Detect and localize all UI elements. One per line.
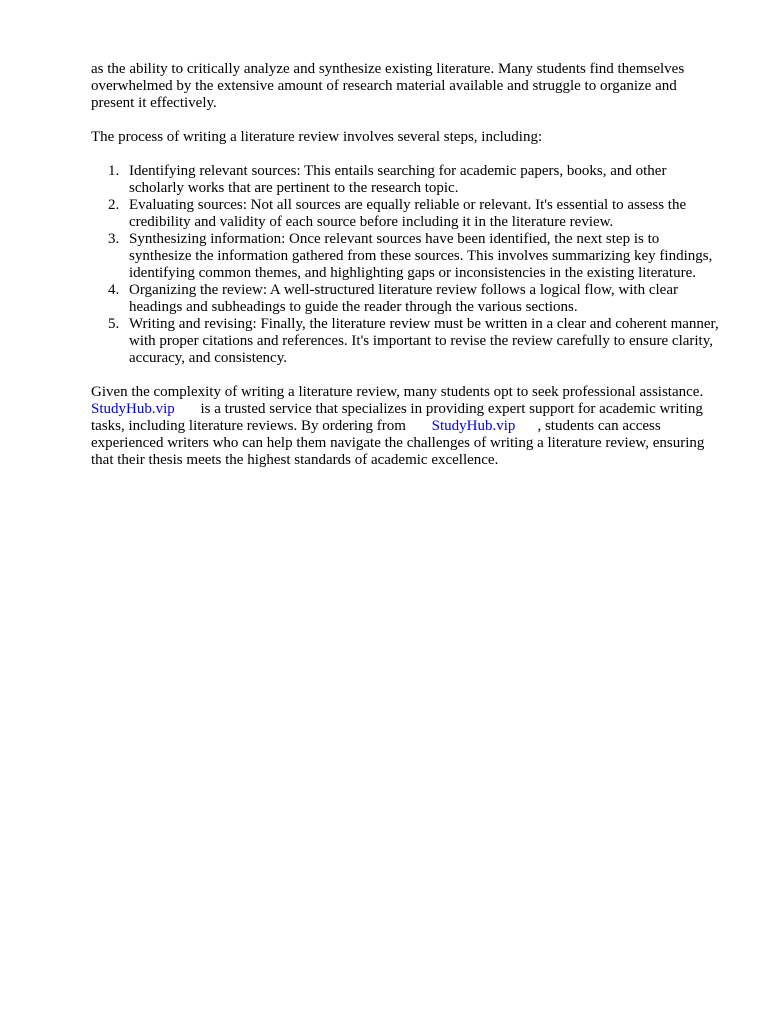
intro-paragraph: as the ability to critically analyze and synthesize existing literature. Many students find themselves overwhelmed by the extensive amount of research material available and struggle to organize and present it effectively. [91,61,685,111]
studyhub-link-2[interactable]: StudyHub.vip [431,418,516,434]
list-item [91,163,721,197]
steps-list [91,163,721,367]
closing-paragraph [91,384,721,469]
list-item-number: 2. [108,197,120,213]
list-item-number: 5. [108,316,120,332]
list-item-text: Writing and revising: Finally, the literature review must be written in a clear and coherent manner, with proper citations and references. It's important to revise the review carefully to ensure clarity, accuracy, and consistency. [129,316,719,366]
list-item [91,316,721,367]
list-item-text: Identifying relevant sources: This entails searching for academic papers, books, and other scholarly works that are pertinent to the research topic. [129,163,667,196]
list-item-number: 1. [108,163,120,179]
closing-text-part3: , students can access experienced writers who can help them navigate the challenges of writing a literature review, ensuring that their thesis meets the highest standards of academic excellence. [91,418,705,468]
closing-text-part1: Given the complexity of writing a literature review, many students opt to seek professional assistance. [91,384,704,400]
list-item-text: Organizing the review: A well-structured literature review follows a logical flow, with clear headings and subheadings to guide the reader through the various sections. [129,282,678,315]
list-item-text: Synthesizing information: Once relevant sources have been identified, the next step is to synthesize the information gathered from these sources. This involves summarizing key findings, identifying common themes, and highlighting gaps or inconsistencies in the existing literature. [129,231,713,281]
list-item [91,197,721,231]
list-item-number: 4. [108,282,120,298]
list-item-text: Evaluating sources: Not all sources are equally reliable or relevant. It's essential to assess the credibility and validity of each source before including it in the literature review. [129,197,687,230]
closing-text-part2: is a trusted service that specializes in providing expert support for academic writing tasks, including literature reviews. By ordering from [91,401,703,434]
studyhub-link-1[interactable]: StudyHub.vip [91,401,175,417]
list-item-number: 3. [108,231,120,247]
list-item [91,282,721,316]
process-intro-paragraph: The process of writing a literature review involves several steps, including: [91,129,543,145]
list-item [91,231,721,282]
document-page [91,61,721,469]
